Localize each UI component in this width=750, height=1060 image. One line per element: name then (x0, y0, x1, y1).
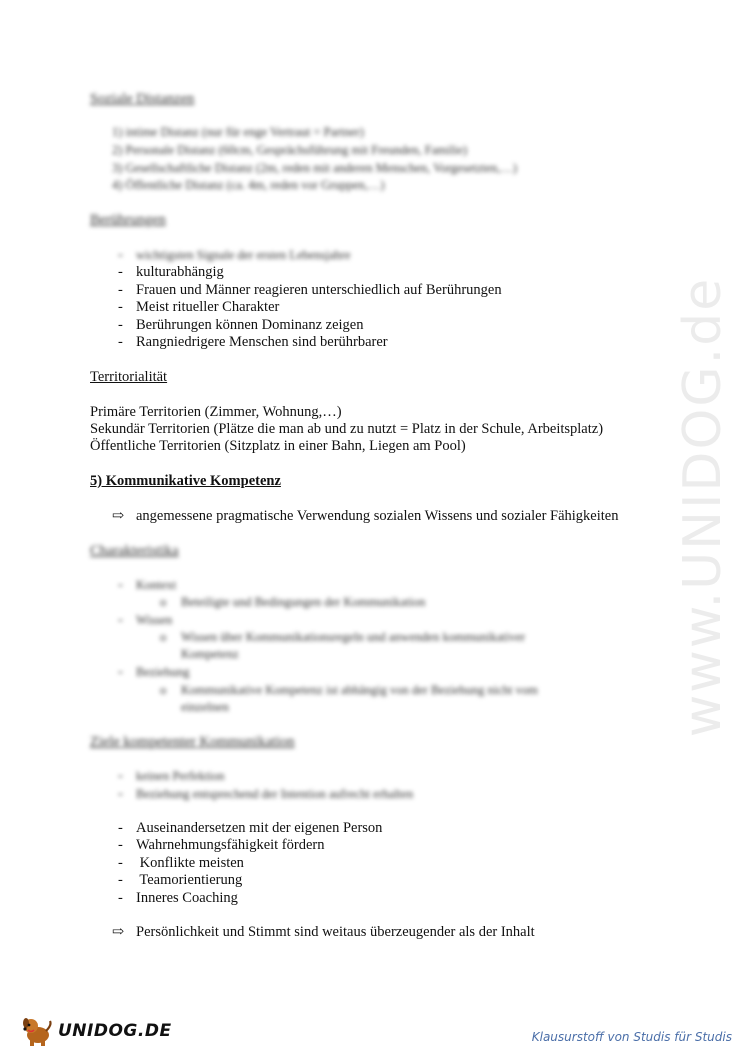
circle-bullet: o (160, 595, 167, 609)
bullet-dash: - (118, 786, 123, 802)
charakteristika-item: Kontext (136, 578, 177, 592)
heading-soziale-distanzen: Soziale Distanzen (90, 91, 195, 107)
bullet-dash: - (118, 264, 123, 280)
beruehrungen-item: Meist ritueller Charakter (136, 299, 280, 315)
distanz-item: 2) Personale Distanz (60cm, Gesprächsführung mit Freunden, Familie) (112, 143, 468, 157)
territorium-line: Öffentliche Territorien (Sitzplatz in einer Bahn, Liegen am Pool) (90, 438, 466, 454)
beruehrungen-item-blurred: wichtigsten Signale der ersten Lebensjahre (136, 248, 351, 262)
bullet-dash: - (118, 855, 123, 871)
arrow-icon: ⇨ (112, 508, 125, 524)
heading-charakteristika: Charakteristika (90, 543, 179, 559)
charakteristika-item: Beziehung (136, 665, 190, 679)
footer-tagline: Klausurstoff von Studis für Studis (531, 1030, 732, 1044)
logo-text: UNIDOG.DE (58, 1021, 172, 1041)
bullet-dash: - (118, 282, 123, 298)
charakteristika-subitem: Kommunikative Kompetenz ist abhängig von der Beziehung nicht vom (181, 683, 538, 697)
ziele-item: Wahrnehmungsfähigkeit fördern (136, 837, 325, 853)
bullet-dash: - (118, 577, 123, 593)
heading-ziele: Ziele kompetenter Kommunikation (90, 734, 295, 750)
arrow-icon: ⇨ (112, 924, 125, 940)
circle-bullet: o (160, 683, 167, 697)
beruehrungen-item: Rangniedrigere Menschen sind berührbarer (136, 334, 388, 350)
distanz-item: 1) intime Distanz (nur für enge Vertraut = Partner) (112, 125, 364, 139)
kompetenz-definition: angemessene pragmatische Verwendung sozialen Wissens und sozialer Fähigkeiten (136, 508, 619, 524)
ziele-item-blurred: Beziehung entsprechend der Intention aufrecht erhalten (136, 787, 414, 801)
dog-icon (20, 1015, 54, 1047)
bullet-dash: - (118, 872, 123, 888)
beruehrungen-item: Berührungen können Dominanz zeigen (136, 317, 364, 333)
bullet-dash: - (118, 334, 123, 350)
charakteristika-subitem: Beteiligte und Bedingungen der Kommunikation (181, 595, 426, 609)
watermark-text: www.UNIDOG.de (673, 276, 733, 738)
circle-bullet: o (160, 630, 167, 644)
final-statement: Persönlichkeit und Stimmt sind weitaus überzeugender als der Inhalt (136, 924, 535, 940)
charakteristika-subitem: Wissen über Kommunikationsregeln und anwenden kommunikativer (181, 630, 526, 644)
bullet-dash: - (118, 664, 123, 680)
charakteristika-item: Wissen (136, 613, 173, 627)
bullet-dash: - (118, 247, 123, 263)
heading-kommunikative-kompetenz: 5) Kommunikative Kompetenz (90, 473, 281, 489)
bullet-dash: - (118, 299, 123, 315)
watermark (648, 276, 750, 738)
unidog-logo[interactable] (20, 1015, 172, 1047)
ziele-item: Inneres Coaching (136, 890, 238, 906)
bullet-dash: - (118, 612, 123, 628)
beruehrungen-item: Frauen und Männer reagieren unterschiedlich auf Berührungen (136, 282, 502, 298)
territorium-line: Sekundär Territorien (Plätze die man ab und zu nutzt = Platz in der Schule, Arbeitsplatz) (90, 421, 604, 437)
heading-territorialitaet: Territorialität (90, 369, 168, 385)
beruehrungen-item: kulturabhängig (136, 264, 224, 280)
ziele-item: Auseinandersetzen mit der eigenen Person (136, 820, 383, 836)
bullet-dash: - (118, 890, 123, 906)
distanz-item: 4) Öffentliche Distanz (ca. 4m, reden vor Gruppen,…) (112, 178, 385, 192)
ziele-item: Konflikte meisten (136, 855, 244, 871)
bullet-dash: - (118, 820, 123, 836)
bullet-dash: - (118, 768, 123, 784)
bullet-dash: - (118, 837, 123, 853)
charakteristika-subitem-cont: Kompetenz (181, 647, 239, 661)
charakteristika-subitem-cont: einzelnen (181, 700, 229, 714)
heading-beruehrungen: Berührungen (90, 212, 166, 228)
territorium-line: Primäre Territorien (Zimmer, Wohnung,…) (90, 404, 342, 420)
ziele-item: Teamorientierung (136, 872, 243, 888)
distanz-item: 3) Gesellschaftliche Distanz (2m, reden mit anderen Menschen, Vorgesetzten,…) (112, 161, 518, 175)
bullet-dash: - (118, 317, 123, 333)
ziele-item-blurred: keinen Perfektion (136, 769, 225, 783)
